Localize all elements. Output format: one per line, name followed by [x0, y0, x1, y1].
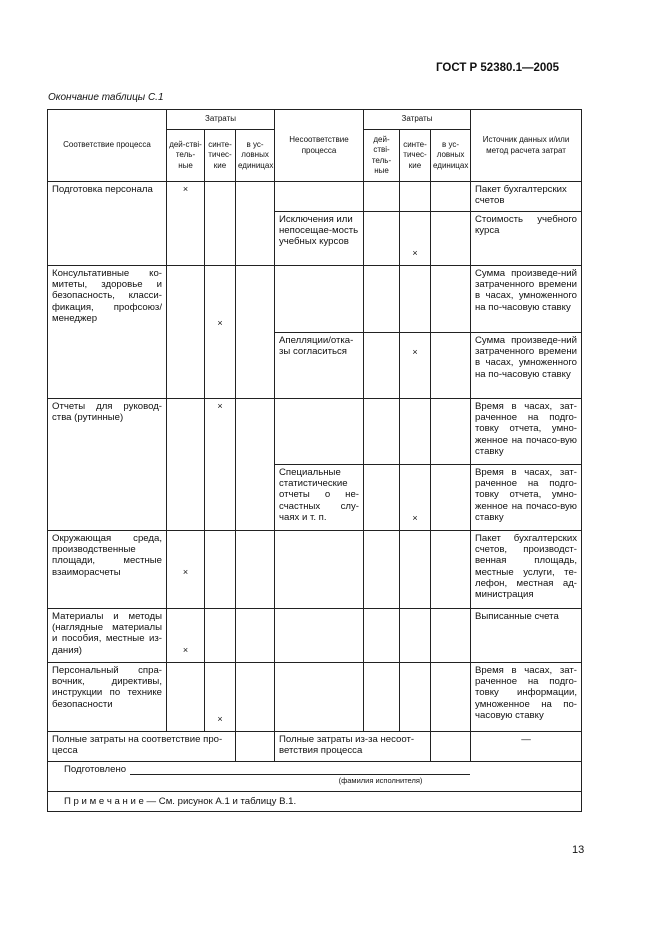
prepared-label: Подготовлено: [64, 764, 127, 775]
header-conditional-2: в ус-ловных единицах: [431, 130, 471, 182]
prepared-caption: (фамилия исполнителя): [338, 776, 423, 786]
source-cell: Время в часах, зат-раченное на подго-товку информации, умноженное на по-часовую ставку: [471, 663, 582, 732]
header-synthetic: синте-тичес-кие: [205, 130, 236, 182]
actual-mark: ×: [167, 609, 205, 663]
source-cell: Пакет бухгалтерских счетов: [471, 182, 582, 212]
header-actual-2: дей-ствi-тель-ные: [364, 130, 400, 182]
source-cell: Сумма произведе-ний затраченного времени в часах, умноженного на по-часовую ставку: [471, 266, 582, 333]
header-costs-2: Затраты: [364, 110, 471, 130]
table-caption: Окончание таблицы С.1: [48, 92, 164, 103]
nonconformance-cell: Апелляции/отка-зы согласиться: [275, 333, 364, 399]
synthetic-mark: ×: [205, 399, 236, 531]
conformance-cell: Материалы и методы (наглядные материалы и пособия, местные из-дания): [48, 609, 167, 663]
table-row: [48, 182, 582, 212]
totals-row: [48, 732, 582, 762]
total-conformance: Полные затраты на соответствие про-цесса: [48, 732, 236, 762]
source-cell: Время в часах, зат-раченное на подго-товку отчета, умно-женное на почасо-вую ставку: [471, 465, 582, 531]
conformance-cell: Подготовка персонала: [48, 182, 167, 266]
synthetic-mark: ×: [205, 663, 236, 732]
table-note: П р и м е ч а н и е — См. рисунок А.1 и таблицу В.1.: [48, 792, 582, 812]
source-cell: Сумма произведе-ний затраченного времени в часах, умноженного на по-часовую ставку: [471, 333, 582, 399]
table-row: [48, 531, 582, 609]
nonconformance-cell: Специальные статистические отчеты о не-счастных слу-чаях и т. п.: [275, 465, 364, 531]
table-row: [48, 399, 582, 465]
source-cell: Пакет бухгалтерских счетов, производст-венная площадь, местные услуги, те-лефон, местная ад-министрация: [471, 531, 582, 609]
header-nonconformance: Несоответствие процесса: [275, 110, 364, 182]
signature-line: [130, 764, 470, 775]
conformance-cell: Окружающая среда, производственные площади, местные взаиморасчеты: [48, 531, 167, 609]
synthetic-mark: ×: [205, 266, 236, 399]
table-row: [48, 663, 582, 732]
standard-number: ГОСТ Р 52380.1—2005: [436, 62, 560, 74]
prepared-row: [48, 762, 582, 792]
total-nonconformance: Полные затраты из-за несоот-ветствия процесса: [275, 732, 431, 762]
cost-table: [47, 109, 582, 812]
synthetic-mark-2: ×: [400, 333, 431, 399]
header-synthetic-2: синте-тичес-кие: [400, 130, 431, 182]
nonconformance-cell: Исключения или непосещае-мость учебных курсов: [275, 212, 364, 266]
header-costs: Затраты: [167, 110, 275, 130]
table-row: [48, 266, 582, 333]
source-cell: Стоимость учебного курса: [471, 212, 582, 266]
actual-mark: ×: [167, 531, 205, 609]
table-row: [48, 609, 582, 663]
total-source: —: [471, 732, 582, 762]
synthetic-mark-2: ×: [400, 465, 431, 531]
source-cell: Время в часах, зат-раченное на подго-товку отчета, умно-женное на почасо-вую ставку: [471, 399, 582, 465]
page-number: 13: [572, 844, 585, 856]
header-conformance: Соответствие процесса: [48, 110, 167, 182]
conformance-cell: Консультативные ко-митеты, здоровье и безопасность, класси-фикация, профсоюз/ менеджер: [48, 266, 167, 399]
note-row: [48, 792, 582, 812]
source-cell: Выписанные счета: [471, 609, 582, 663]
actual-mark: ×: [167, 182, 205, 266]
conformance-cell: Отчеты для руковод-ства (рутинные): [48, 399, 167, 531]
header-source: Источник данных и/или метод расчета затрат: [471, 110, 582, 182]
synthetic-mark-2: ×: [400, 212, 431, 266]
header-conditional: в ус-ловных единицах: [236, 130, 275, 182]
header-actual: дей-ствi-тель-ные: [167, 130, 205, 182]
conformance-cell: Персональный спра-вочник, директивы, инструкции по технике безопасности: [48, 663, 167, 732]
